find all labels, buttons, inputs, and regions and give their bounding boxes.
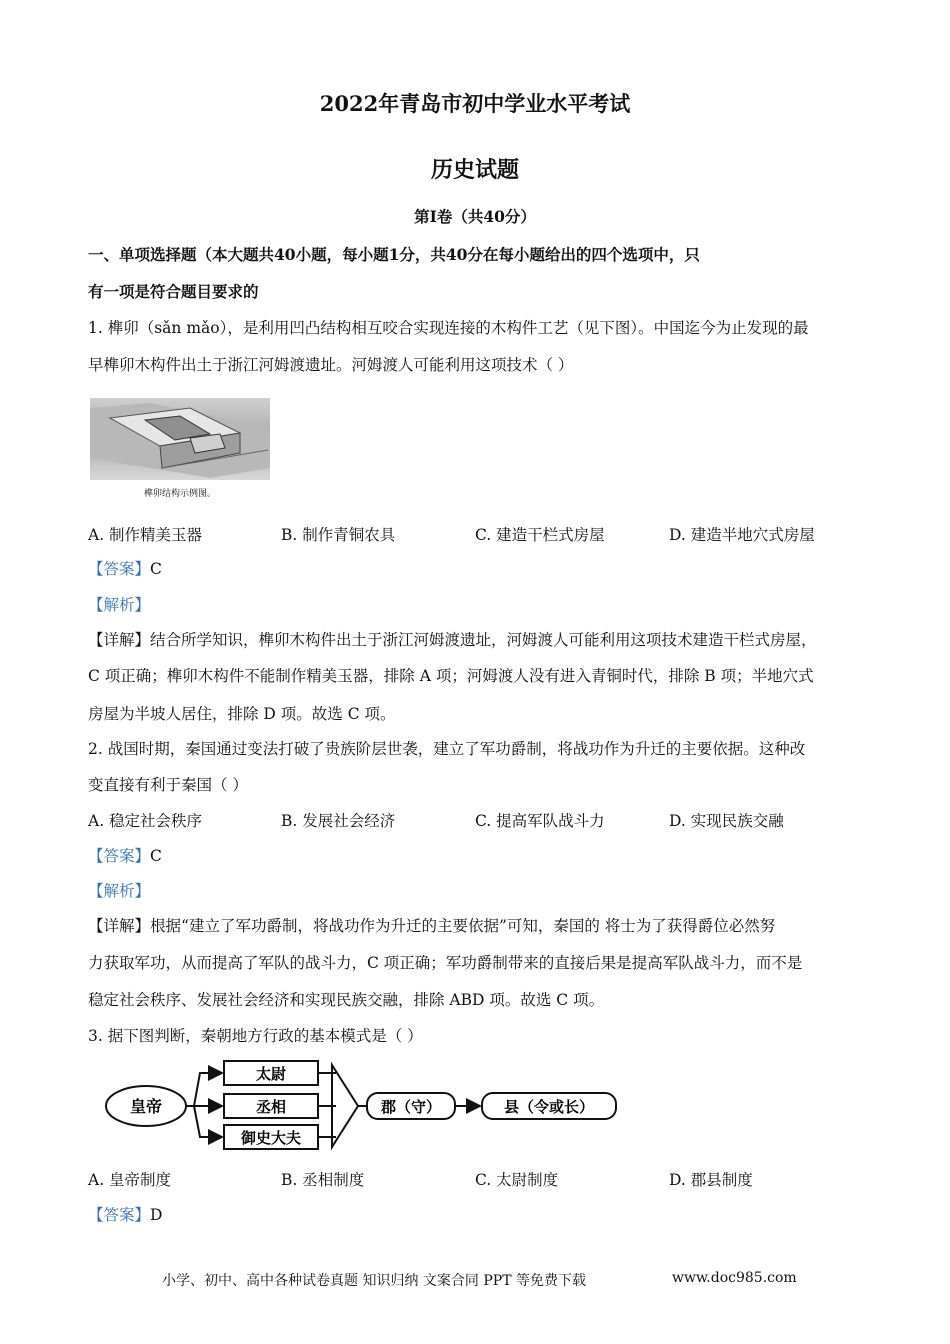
q3-option-a: A. 皇帝制度 bbox=[88, 1171, 172, 1189]
q3-answer bbox=[88, 1203, 162, 1225]
q3-option-c: C. 太尉制度 bbox=[475, 1171, 559, 1189]
footer-text: 小学、初中、高中各种试卷真题 知识归纳 文案合同 PPT 等免费下载 bbox=[162, 1273, 586, 1289]
q1-detail-line2: C 项正确；榫卯木构件不能制作精美玉器，排除 A 项；河姆渡人没有进入青铜时代，排除 B 项；半地穴式 bbox=[88, 667, 814, 685]
qin-administration-diagram bbox=[104, 1057, 624, 1155]
q2-detail-line1 bbox=[88, 914, 775, 936]
answer-value: C bbox=[150, 560, 162, 578]
answer-tag: 【答案】 bbox=[88, 847, 151, 865]
q1-option-a: A. 制作精美玉器 bbox=[88, 526, 203, 544]
section-title: 第Ⅰ卷（共40分） bbox=[414, 207, 536, 226]
commandery-label: 郡（守） bbox=[380, 1098, 442, 1116]
detail-text: 根据“建立了军功爵制，将战功作为升迁的主要依据”可知，秦国的 将士为了获得爵位必然努 bbox=[150, 917, 776, 935]
q1-figure-caption: 榫卯结构示例图。 bbox=[144, 489, 217, 499]
q1-detail-line3: 房屋为半坡人居住，排除 D 项。故选 C 项。 bbox=[88, 705, 396, 723]
q1-stem-line2: 早榫卯木构件出土于浙江河姆渡遗址。河姆渡人可能利用这项技术（ ） bbox=[88, 356, 574, 374]
mortise-tenon-photo bbox=[90, 398, 270, 480]
official-label-chengxiang: 丞相 bbox=[255, 1098, 287, 1116]
q1-answer bbox=[88, 557, 162, 579]
q2-detail-line2: 力获取军功，从而提高了军队的战斗力，C 项正确；军功爵制带来的直接后果是提高军队战斗力，而不是 bbox=[88, 954, 803, 972]
q1-analysis-tag: 【解析】 bbox=[88, 596, 151, 614]
county-label: 县（令或长） bbox=[503, 1098, 595, 1116]
q2-analysis-tag: 【解析】 bbox=[88, 882, 151, 900]
q3-option-b: B. 丞相制度 bbox=[281, 1171, 365, 1189]
q2-option-b: B. 发展社会经济 bbox=[281, 812, 396, 830]
q2-detail-line3: 稳定社会秩序、发展社会经济和实现民族交融，排除 ABD 项。故选 C 项。 bbox=[88, 991, 605, 1009]
exam-title: 2022年青岛市初中学业水平考试 bbox=[319, 91, 631, 116]
q2-answer bbox=[88, 844, 162, 866]
detail-text: 结合所学知识，榫卯木构件出土于浙江河姆渡遗址，河姆渡人可能利用这项技术建造干栏式房屋， bbox=[150, 631, 817, 649]
q1-stem-line1: 1. 榫卯（sǎn mǎo），是利用凹凸结构相互咬合实现连接的木构件工艺（见下图）。中国迄今为止发现的最 bbox=[88, 319, 809, 337]
answer-tag: 【答案】 bbox=[88, 1206, 151, 1224]
q2-option-d: D. 实现民族交融 bbox=[669, 812, 784, 830]
part-heading-line2: 有一项是符合题目要求的 bbox=[88, 282, 259, 301]
part-heading-line1: 一、单项选择题（本大题共40小题，每小题1分，共40分在每小题给出的四个选项中，只 bbox=[88, 245, 700, 264]
q2-stem-line1: 2. 战国时期，秦国通过变法打破了贵族阶层世袭，建立了军功爵制，将战功作为升迁的主要依据。这种改 bbox=[88, 740, 806, 758]
answer-tag: 【答案】 bbox=[88, 560, 151, 578]
q1-option-c: C. 建造干栏式房屋 bbox=[475, 526, 605, 544]
q2-option-a: A. 稳定社会秩序 bbox=[88, 812, 203, 830]
q1-detail-line1 bbox=[88, 628, 817, 650]
q1-option-b: B. 制作青铜农具 bbox=[281, 526, 396, 544]
q2-stem-line2: 变直接有利于秦国（ ） bbox=[88, 776, 248, 794]
emperor-label: 皇帝 bbox=[129, 1097, 163, 1116]
detail-tag: 【详解】 bbox=[88, 631, 151, 649]
official-label-yushidafu: 御史大夫 bbox=[240, 1129, 302, 1147]
detail-tag: 【详解】 bbox=[88, 917, 151, 935]
footer-url[interactable]: www.doc985.com bbox=[672, 1270, 797, 1286]
q3-option-d: D. 郡县制度 bbox=[669, 1171, 753, 1189]
official-label-taiwei: 太尉 bbox=[255, 1065, 287, 1083]
q3-stem-line1: 3. 据下图判断，秦朝地方行政的基本模式是（ ） bbox=[88, 1027, 423, 1045]
answer-value: C bbox=[150, 847, 162, 865]
q1-option-d: D. 建造半地穴式房屋 bbox=[669, 526, 815, 544]
answer-value: D bbox=[150, 1206, 163, 1224]
q2-option-c: C. 提高军队战斗力 bbox=[475, 812, 605, 830]
subject-title: 历史试题 bbox=[430, 157, 519, 183]
